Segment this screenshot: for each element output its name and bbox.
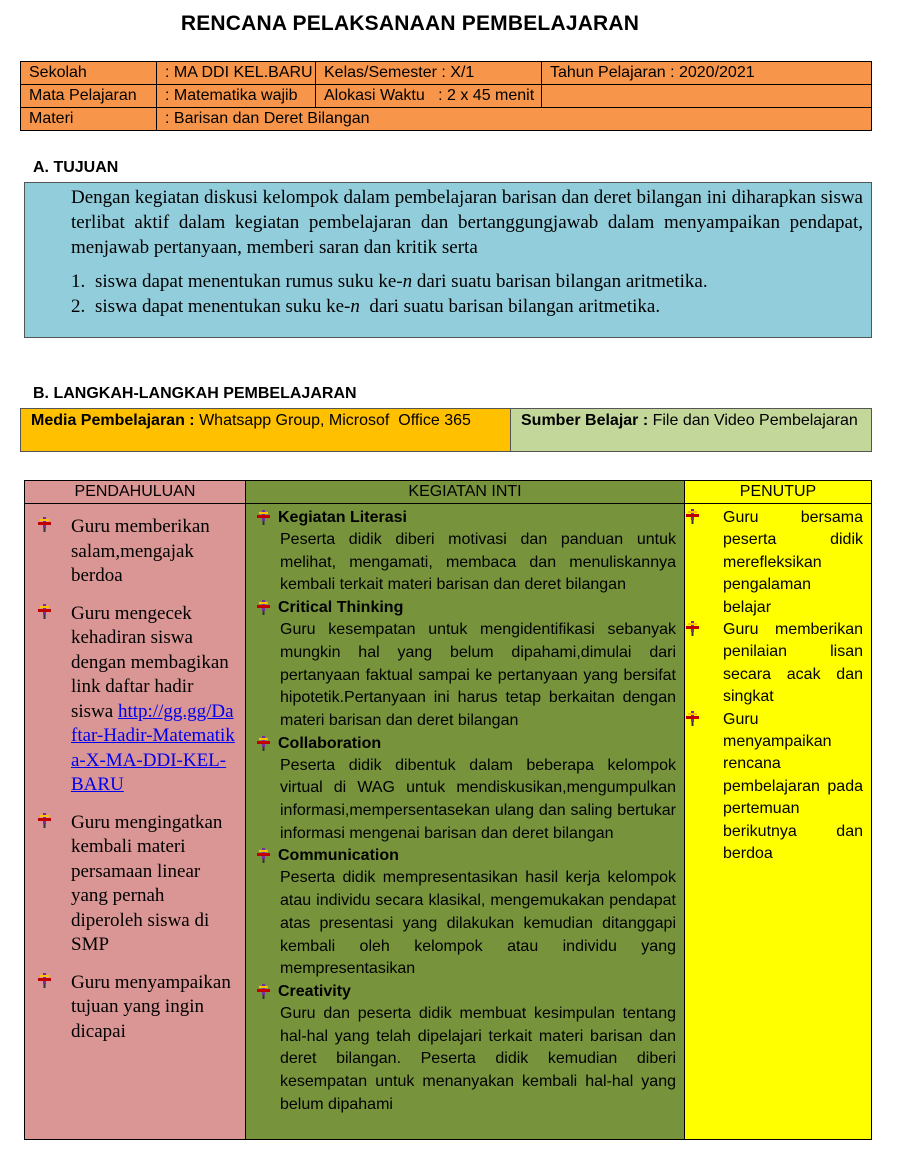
pushpin-bullet-icon (37, 813, 52, 828)
sumber-belajar: Sumber Belajar : File dan Video Pembelajaran (511, 409, 872, 452)
kegiatan-inti-header: KEGIATAN INTI (246, 481, 684, 504)
pushpin-bullet-icon (685, 621, 700, 636)
inti-heading: Collaboration (256, 733, 676, 755)
daftar-hadir-link[interactable]: http://gg.gg/Daftar-Hadir-Matematika-X-MA-DDI-KEL-BARU (71, 700, 235, 795)
pushpin-bullet-icon (685, 509, 700, 524)
list-item: Guru memberikan salam,mengajak berdoa (37, 515, 237, 589)
list-item: Guru mengecek kehadiran siswa dengan membagikan link daftar hadir siswa http://gg.gg/Daftar-Hadir-Matematika-X-MA-DDI-KEL-BARU (37, 602, 237, 798)
sekolah-value: : MA DDI KEL.BARU (157, 62, 316, 85)
materi-label: Materi (21, 108, 157, 131)
pushpin-bullet-icon (37, 973, 52, 988)
activity-table (24, 480, 872, 1140)
sekolah-label: Sekolah (21, 62, 157, 85)
info-table (20, 61, 872, 131)
penutup-list (685, 507, 863, 866)
kegiatan-inti-column (246, 481, 685, 1139)
pushpin-bullet-icon (256, 984, 271, 999)
mapel-value: : Matematika wajib (157, 85, 316, 108)
pushpin-bullet-icon (256, 600, 271, 615)
alokasi-waktu: Alokasi Waktu : 2 x 45 menit (316, 85, 542, 108)
inti-text: Peserta didik dibentuk dalam beberapa kelompok virtual di WAG untuk mendiskusikan,mengumpulkan informasi,mempersentasekan ulang dan saling bertukar informasi mengenai barisan dan deret bilangan (280, 756, 676, 842)
pushpin-bullet-icon (256, 736, 271, 751)
tujuan-list (71, 269, 708, 319)
mapel-label: Mata Pelajaran (21, 85, 157, 108)
inti-heading: Communication (256, 845, 676, 867)
media-table (20, 408, 872, 452)
list-item: Guru menyampaikan rencana pembelajaran pada pertemuan berikutnya dan berdoa (685, 709, 863, 866)
pushpin-bullet-icon (256, 510, 271, 525)
penutup-column (685, 481, 871, 1139)
inti-text: Guru kesempatan untuk mengidentifikasi sebanyak mungkin hal yang belum dipahami,dimulai dari pertanyaan faktual sampai ke pertanyaan yang bersifat hipotetik.Pertanyaan ini harus tetap berkaitan dengan materi barisan dan deret bilangan (280, 621, 676, 729)
inti-heading: Kegiatan Literasi (256, 507, 676, 529)
list-item: Guru bersama peserta didik merefleksikan pengalaman belajar (685, 507, 863, 619)
tujuan-item: 1. siswa dapat menentukan rumus suku ke-n dari suatu barisan bilangan aritmetika. (71, 271, 708, 292)
tujuan-box (24, 182, 872, 338)
tujuan-item: 2. siswa dapat menentukan suku ke-n dari suatu barisan bilangan aritmetika. (71, 296, 661, 317)
pushpin-bullet-icon (256, 848, 271, 863)
list-item: Guru menyampaikan tujuan yang ingin dicapai (37, 971, 237, 1045)
inti-text: Peserta didik mempresentasikan hasil kerja kelompok atau individu secara klasikal, mengemukakan pendapat atas presentasi yang dilakukan kemudian ditanggapi kembali oleh kelompok atau individu yang mempresentasikan (280, 869, 676, 978)
empty-cell (542, 85, 872, 108)
list-item: Guru mengingatkan kembali materi persamaan linear yang pernah diperoleh siswa di SMP (37, 811, 237, 958)
inti-text: Peserta didik diberi motivasi dan panduan untuk melihat, mengamati, membaca dan menuliskannya kembali terkait materi barisan dan deret bilangan (280, 531, 676, 594)
pushpin-bullet-icon (685, 711, 700, 726)
section-a-heading: A. TUJUAN (33, 159, 119, 176)
materi-value: : Barisan dan Deret Bilangan (157, 108, 872, 131)
inti-text: Guru dan peserta didik membuat kesimpulan tentang hal-hal yang telah dipelajari terkait materi barisan dan deret bilangan. Peserta didik kemudian diberi kesempatan untuk menanyakan kembali hal-hal yang belum dipahami (280, 1004, 676, 1113)
media-pembelajaran: Media Pembelajaran : Whatsapp Group, Microsof Office 365 (21, 409, 511, 452)
pushpin-bullet-icon (37, 604, 52, 619)
pendahuluan-list (37, 515, 237, 1057)
kelas-semester: Kelas/Semester : X/1 (316, 62, 542, 85)
tujuan-intro: Dengan kegiatan diskusi kelompok dalam pembelajaran barisan dan deret bilangan ini diharapkan siswa terlibat aktif dalam kegiatan pembelajaran dan bertanggungjawab dalam menyampaikan pendapat, menjawab pertanyaan, memberi saran dan kritik serta (71, 187, 863, 258)
page-title: RENCANA PELAKSANAAN PEMBELAJARAN (180, 12, 640, 35)
pendahuluan-header: PENDAHULUAN (25, 481, 245, 504)
inti-heading: Critical Thinking (256, 597, 676, 619)
list-item: Guru memberikan penilaian lisan secara acak dan singkat (685, 619, 863, 709)
kegiatan-inti-list (256, 507, 676, 1116)
pendahuluan-column (25, 481, 246, 1139)
tahun-pelajaran: Tahun Pelajaran : 2020/2021 (542, 62, 872, 85)
penutup-header: PENUTUP (685, 481, 871, 504)
inti-heading: Creativity (256, 981, 676, 1003)
pushpin-bullet-icon (37, 517, 52, 532)
section-b-heading: B. LANGKAH-LANGKAH PEMBELAJARAN (33, 385, 357, 402)
